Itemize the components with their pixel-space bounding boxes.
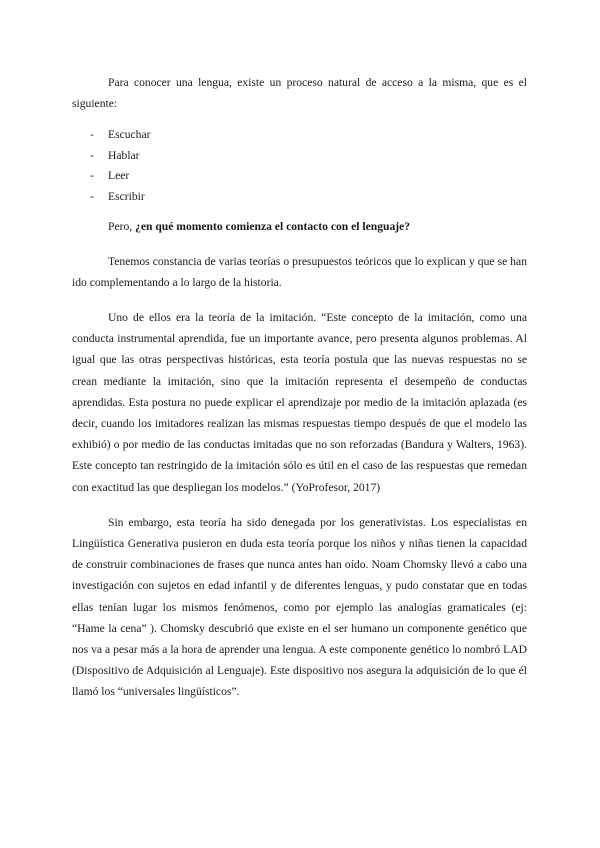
bullet-list (72, 124, 527, 206)
dash-bullet: - (90, 169, 94, 183)
question-paragraph (72, 216, 527, 237)
document-body (72, 72, 527, 717)
theories-paragraph: Tenemos constancia de varias teorías o presupuestos teóricos que lo explican y que se han ido complementando a lo largo de la historia. (72, 254, 527, 289)
list-item (72, 124, 527, 145)
question-bold: ¿en qué momento comienza el contacto con el lenguaje? (135, 220, 411, 234)
list-item (72, 186, 527, 207)
dash-bullet: - (90, 148, 94, 162)
generativists-paragraph: Sin embargo, esta teoría ha sido denegada por los generativistas. Los especialistas en Lingüística Generativa pusieron en duda esta teoría porque los niños y niñas tienen la capacidad de construir combinaciones de frases que nunca antes han oído. Noam Chomsky llevó a cabo una investigación con sujetos en edad infantil y de diferentes lenguas, y pudo constatar que en todas ellas tenían lugar los mismos fenómenos, como por ejemplo las analogías gramaticales (ej: “Hame la cena” ). Chomsky descubrió que existe en el ser humano un componente genético que nos va a pesar más a la hora de aprender una lengua. A este componente genético lo nombró LAD (Dispositivo de Adquisición al Lenguaje). Este dispositivo nos asegura la adquisición de lo que él llamó los “universales lingüísticos”. (72, 515, 527, 699)
question-prefix: Pero, (108, 220, 136, 234)
list-item (72, 165, 527, 186)
list-item-label: Hablar (108, 148, 140, 162)
imitation-paragraph: Uno de ellos era la teoría de la imitación. “Este concepto de la imitación, como una conducta instrumental aprendida, fue un importante avance, pero presenta algunos problemas. Al igual que las otras perspectivas históricas, esta teoría postula que las nuevas respuestas no se crean mediante la imitación, sino que la imitación representa el desempeño de conductas aprendidas. Esta postura no puede explicar el aprendizaje por medio de la imitación aplazada (es decir, cuando los imitadores realizan las mismas respuestas tiempo después de que el modelo las exhibió) o por medio de las conductas imitadas que no son reforzadas (Bandura y Walters, 1963). Este concepto tan restringido de la imitación sólo es útil en el caso de las respuestas que remedan con exactitud las que despliegan los modelos.” (YoProfesor, 2017) (72, 311, 527, 494)
dash-bullet: - (90, 128, 94, 142)
list-item-label: Escuchar (108, 128, 151, 142)
intro-paragraph: Para conocer una lengua, existe un proceso natural de acceso a la misma, que es el siguiente: (72, 76, 527, 111)
list-item-label: Escribir (108, 189, 145, 203)
dash-bullet: - (90, 189, 94, 203)
list-item-label: Leer (108, 169, 130, 183)
list-item (72, 145, 527, 166)
